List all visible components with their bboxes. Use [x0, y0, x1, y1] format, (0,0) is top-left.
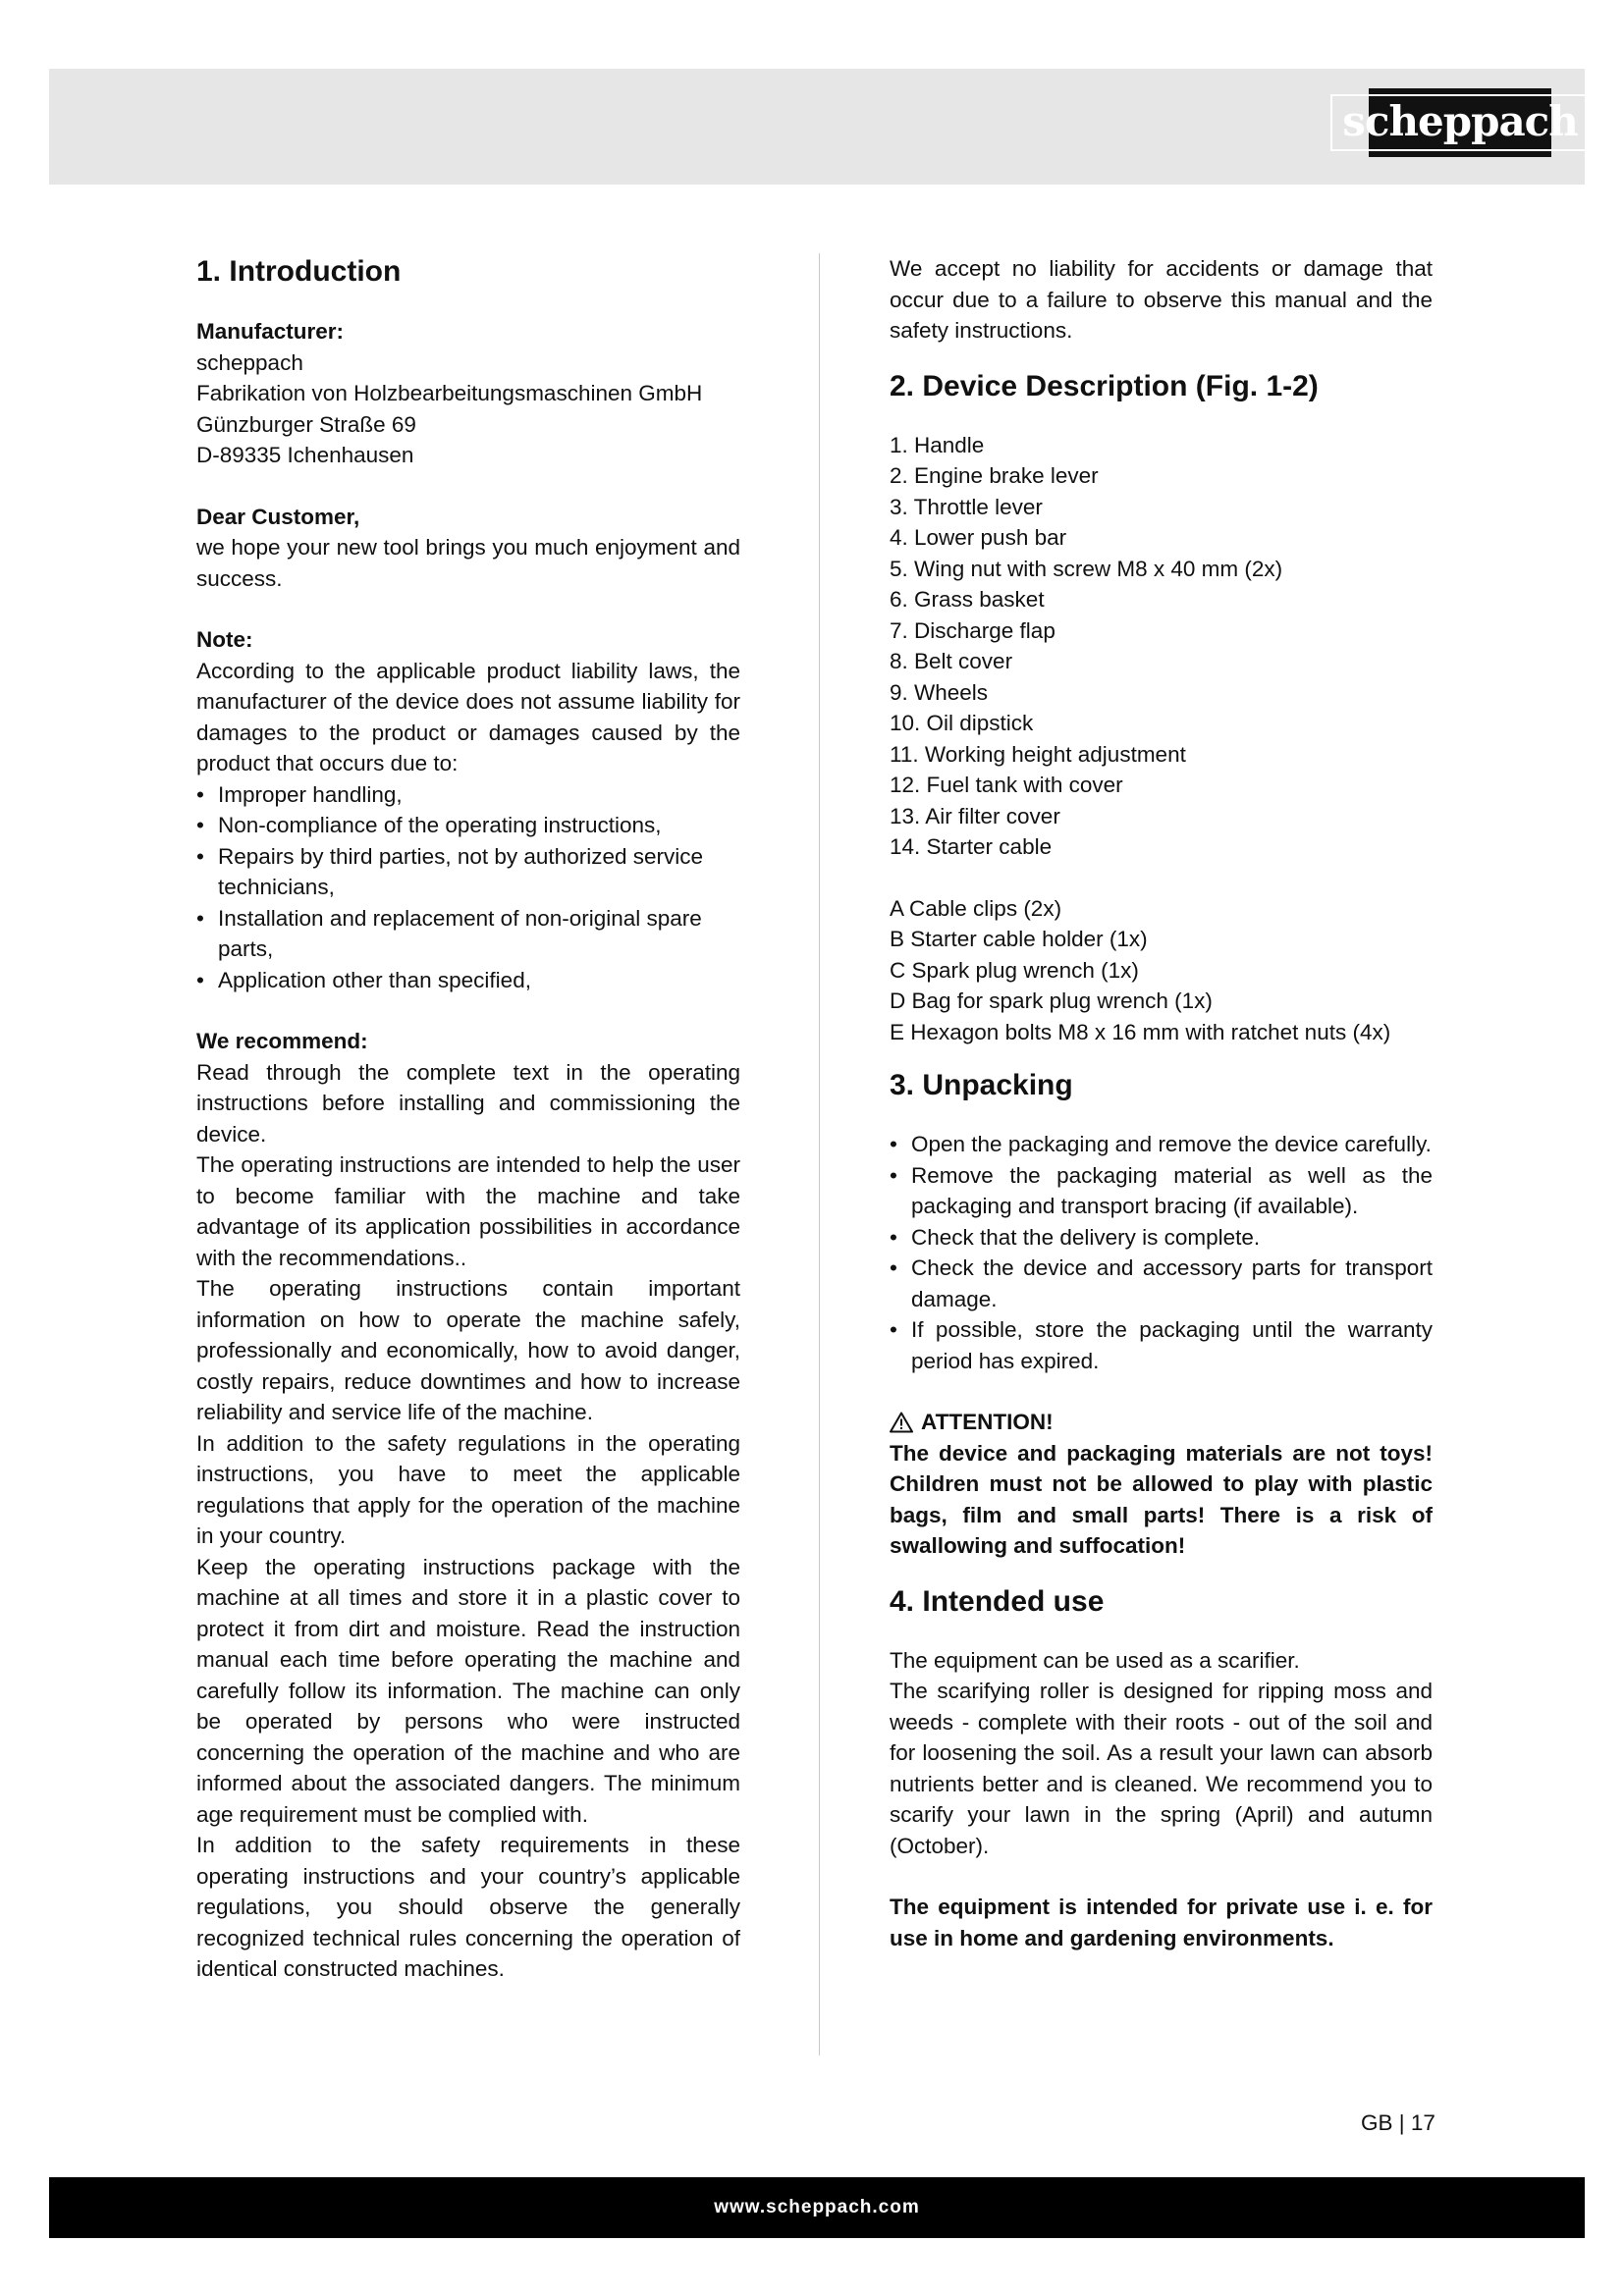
list-item: • Improper handling,: [196, 779, 740, 811]
recommend-paragraph: The operating instructions contain important information on how to operate the machine safely, professionally and economically, how to avoid danger, costly repairs, reduce downtimes and how to increase reliability and service life of the machine.: [196, 1276, 740, 1424]
list-item: 13. Air filter cover: [890, 803, 1060, 828]
manufacturer-line: Fabrikation von Holzbearbeitungsmaschinen GmbH: [196, 381, 703, 405]
logo-text: scheppach: [1330, 94, 1590, 151]
attention-text: The device and packaging materials are not toys! Children must not be allowed to play with plastic bags, film and small parts! There is a risk of swallowing and suffocation!: [890, 1440, 1433, 1558]
list-item: • If possible, store the packaging until the warranty period has expired.: [890, 1314, 1433, 1376]
page-number: GB | 17: [1361, 2110, 1435, 2135]
list-item: • Installation and replacement of non-original spare parts,: [196, 903, 740, 965]
right-column: [890, 253, 1433, 1953]
list-item: • Application other than specified,: [196, 965, 740, 996]
column-divider: [819, 253, 820, 2056]
note-label: Note:: [196, 627, 253, 652]
left-column: [196, 253, 740, 1985]
introduction-heading: 1. Introduction: [196, 255, 402, 288]
intended-use-text: The equipment can be used as a scarifier.: [890, 1647, 1300, 1673]
list-item: 10. Oil dipstick: [890, 711, 1034, 735]
list-item: E Hexagon bolts M8 x 16 mm with ratchet nuts (4x): [890, 1019, 1391, 1044]
warning-triangle-icon: [890, 1412, 913, 1433]
list-item: 2. Engine brake lever: [890, 463, 1099, 488]
list-item: 7. Discharge flap: [890, 617, 1056, 643]
list-item: B Starter cable holder (1x): [890, 927, 1148, 951]
note-text: According to the applicable product liability laws, the manufacturer of the device does not assume liability for damages to the product or damages caused by the product that occurs due to:: [196, 658, 740, 775]
dear-customer-text: we hope your new tool brings you much enjoyment and success.: [196, 535, 740, 591]
manufacturer-line: D-89335 Ichenhausen: [196, 443, 414, 467]
list-item: 3. Throttle lever: [890, 494, 1043, 519]
list-item: 1. Handle: [890, 432, 985, 457]
list-item: 5. Wing nut with screw M8 x 40 mm (2x): [890, 556, 1283, 581]
list-item: 11. Working height adjustment: [890, 741, 1186, 767]
manufacturer-address: [196, 347, 740, 471]
unpacking-heading: 3. Unpacking: [890, 1069, 1073, 1101]
list-item: • Check that the delivery is complete.: [890, 1222, 1433, 1254]
dear-customer-label: Dear Customer,: [196, 504, 360, 529]
list-item: 8. Belt cover: [890, 649, 1013, 673]
attention-label: ATTENTION!: [921, 1410, 1054, 1434]
manufacturer-line: scheppach: [196, 349, 303, 375]
list-item: D Bag for spark plug wrench (1x): [890, 988, 1213, 1013]
list-item: • Non-compliance of the operating instructions,: [196, 810, 740, 841]
list-item: • Open the packaging and remove the device carefully.: [890, 1129, 1433, 1160]
intended-use-bold-text: The equipment is intended for private use i. e. for use in home and gardening environments.: [890, 1895, 1433, 1950]
header-band: [49, 69, 1585, 185]
recommend-paragraph: The operating instructions are intended to help the user to become familiar with the machine and take advantage of its application possibilities in accordance with the recommendations..: [196, 1152, 740, 1270]
device-description-heading: 2. Device Description (Fig. 1-2): [890, 369, 1319, 402]
recommend-label: We recommend:: [196, 1029, 368, 1053]
recommend-paragraph: Read through the complete text in the operating instructions before installing and commissioning the device.: [196, 1059, 740, 1147]
recommend-paragraph: In addition to the safety requirements in these operating instructions and your country’s applicable regulations, you should observe the generally recognized technical rules concerning the operation of identical constructed machines.: [196, 1833, 740, 1981]
note-bullet-list: [196, 779, 740, 996]
unpacking-bullet-list: [890, 1129, 1433, 1376]
list-item: 12. Fuel tank with cover: [890, 773, 1123, 797]
recommend-paragraph: In addition to the safety regulations in the operating instructions, you have to meet the applicable regulations that apply for the operation of the machine in your country.: [196, 1430, 740, 1548]
list-item: • Check the device and accessory parts for transport damage.: [890, 1253, 1433, 1314]
manufacturer-line: Günzburger Straße 69: [196, 411, 416, 437]
footer-band: [49, 2177, 1585, 2238]
intended-use-heading: 4. Intended use: [890, 1584, 1105, 1618]
list-item: 6. Grass basket: [890, 587, 1045, 612]
list-item: C Spark plug wrench (1x): [890, 957, 1139, 983]
attention-title: [890, 1407, 1433, 1438]
list-item: 14. Starter cable: [890, 834, 1053, 859]
list-item: A Cable clips (2x): [890, 895, 1062, 921]
list-item: 4. Lower push bar: [890, 525, 1067, 550]
footer-url: www.scheppach.com: [714, 2197, 920, 2217]
device-parts-list: [890, 430, 1433, 863]
list-item: • Repairs by third parties, not by authorized service technicians,: [196, 841, 740, 903]
intended-use-text: The scarifying roller is designed for ripping moss and weeds - complete with their roots - out of the soil and for loosening the soil. As a result your lawn can absorb nutrients better and is cleaned. We recommend you to scarify your lawn in the spring (April) and autumn (October).: [890, 1679, 1433, 1858]
list-item: 9. Wheels: [890, 679, 989, 705]
accessory-list: [890, 893, 1433, 1048]
list-item: • Remove the packaging material as well as the packaging and transport bracing (if available).: [890, 1160, 1433, 1222]
liability-text: We accept no liability for accidents or damage that occur due to a failure to observe this manual and the safety instructions.: [890, 256, 1433, 343]
recommend-paragraph: Keep the operating instructions package with the machine at all times and store it in a plastic cover to protect it from dirt and moisture. Read the instruction manual each time before operating the machine and carefully follow its information. The machine can only be operated by persons who were instructed concerning the operation of the machine and who are informed about the associated dangers. The minimum age requirement must be complied with.: [196, 1554, 740, 1827]
scheppach-logo: [1342, 88, 1578, 157]
manufacturer-label: Manufacturer:: [196, 319, 345, 344]
